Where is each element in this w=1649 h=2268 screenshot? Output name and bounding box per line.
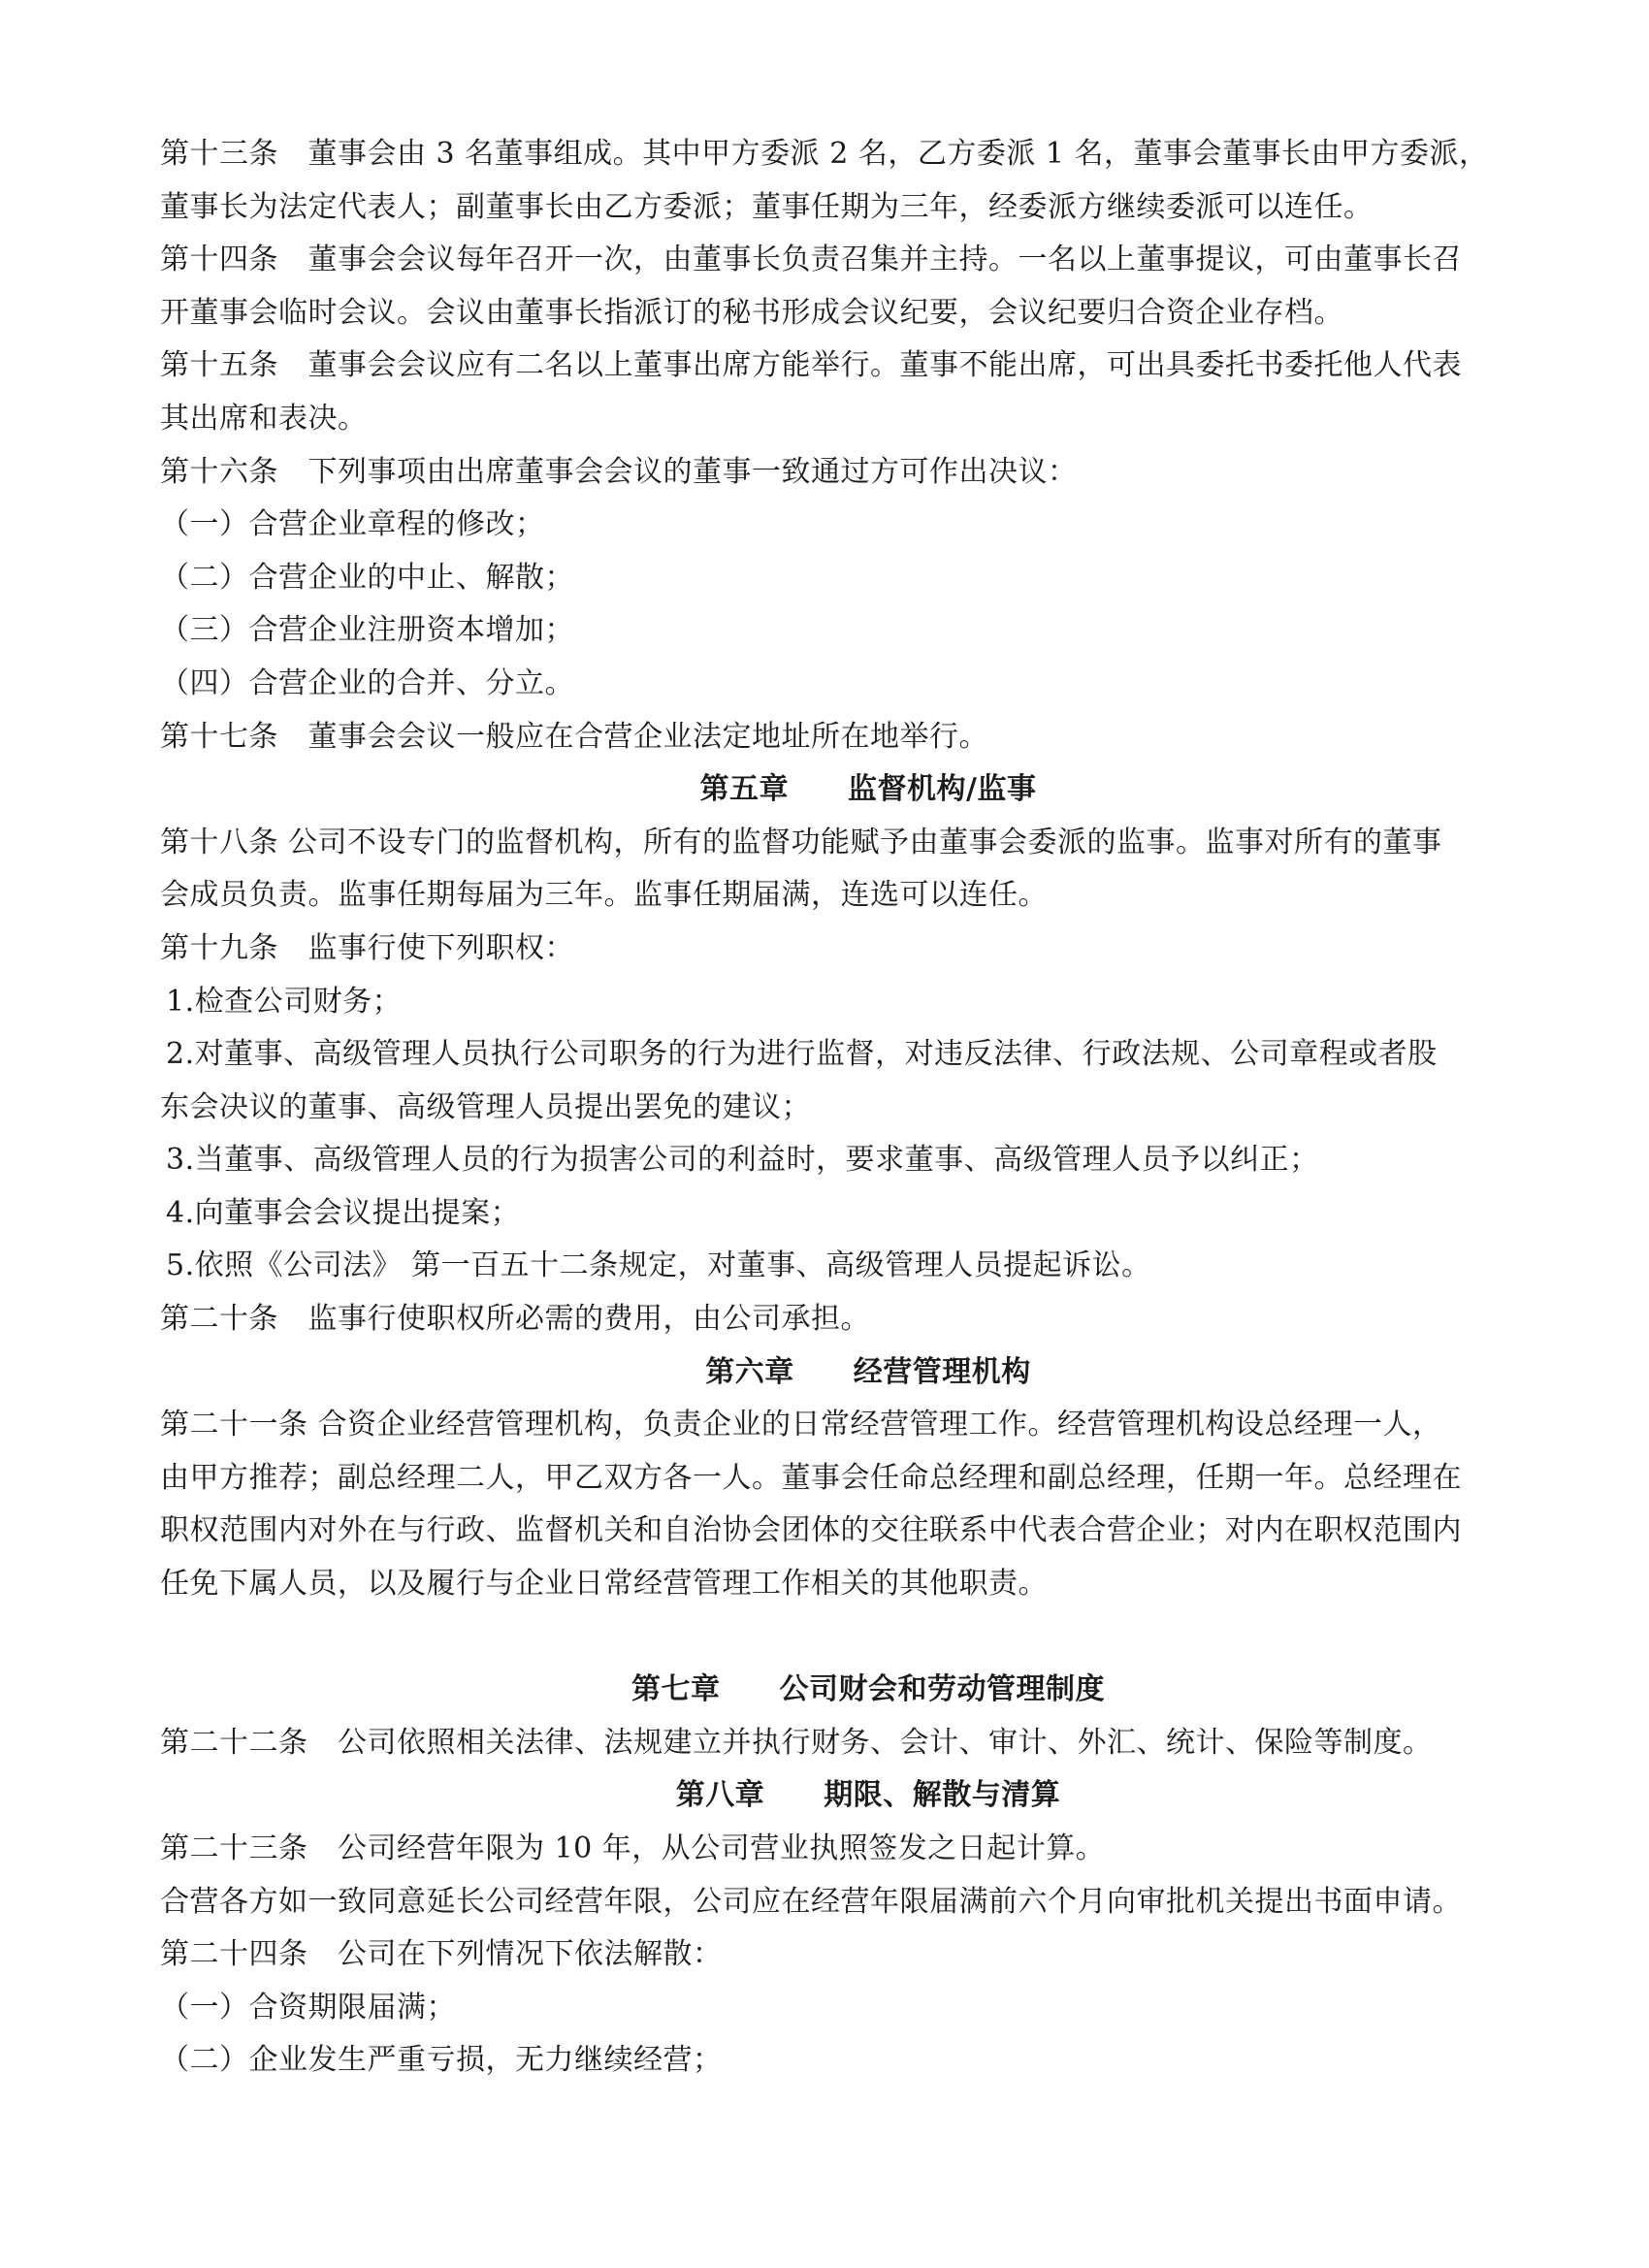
chapter-5-heading: 第五章 监督机构/监事 bbox=[699, 772, 1037, 807]
chapter-8-heading: 第八章 期限、解散与清算 bbox=[675, 1778, 1061, 1813]
article-22-line: 第二十二条 公司依照相关法律、法规建立并执行财务、会计、审计、外汇、统计、保险等制度。 bbox=[160, 1725, 1433, 1760]
article-13-line-2: 董事长为法定代表人；副董事长由乙方委派；董事任期为三年，经委派方继续委派可以连任。 bbox=[160, 189, 1374, 224]
article-19-item-5: 5.依照《公司法》 第一百五十二条规定，对董事、高级管理人员提起诉讼。 bbox=[166, 1248, 1151, 1283]
article-21-line-1: 第二十一条 合资企业经营管理机构，负责企业的日常经营管理工作。经营管理机构设总经理一人， bbox=[160, 1408, 1442, 1442]
article-19-line: 第十九条 监事行使下列职权： bbox=[160, 930, 574, 965]
chapter-6-heading: 第六章 经营管理机构 bbox=[705, 1354, 1031, 1389]
article-24-item-1: （一）合资期限届满； bbox=[160, 1990, 456, 2025]
article-18-line-2: 会成员负责。监事任期每届为三年。监事任期届满，连选可以连任。 bbox=[160, 878, 1048, 913]
article-15-line-1: 第十五条 董事会会议应有二名以上董事出席方能举行。董事不能出席，可出具委托书委托他人代表 bbox=[160, 348, 1462, 383]
article-18-line-1: 第十八条 公司不设专门的监督机构，所有的监督功能赋予由董事会委派的监事。监事对所有的董事 bbox=[160, 825, 1442, 859]
article-16-line: 第十六条 下列事项由出席董事会会议的董事一致通过方可作出决议： bbox=[160, 454, 1078, 489]
article-24-item-2: （二）企业发生严重亏损，无力继续经营； bbox=[160, 2043, 723, 2078]
article-16-item-1: （一）合营企业章程的修改； bbox=[160, 507, 545, 542]
article-14-line-1: 第十四条 董事会会议每年召开一次，由董事长负责召集并主持。一名以上董事提议，可由董事长召 bbox=[160, 243, 1462, 277]
article-19-item-3: 3.当董事、高级管理人员的行为损害公司的利益时，要求董事、高级管理人员予以纠正； bbox=[166, 1143, 1319, 1178]
article-19-item-2-line-2: 东会决议的董事、高级管理人员提出罢免的建议； bbox=[160, 1089, 811, 1124]
document-page bbox=[160, 128, 1537, 2088]
article-23-extension-line: 合营各方如一致同意延长公司经营年限，公司应在经营年限届满前六个月向审批机关提出书面申请。 bbox=[160, 1884, 1462, 1919]
article-17-line: 第十七条 董事会会议一般应在合营企业法定地址所在地举行。 bbox=[160, 719, 988, 754]
chapter-7-heading: 第七章 公司财会和劳动管理制度 bbox=[631, 1672, 1105, 1707]
article-16-item-4: （四）合营企业的合并、分立。 bbox=[160, 665, 574, 700]
article-19-item-2-line-1: 2.对董事、高级管理人员执行公司职务的行为进行监督，对违反法律、行政法规、公司章程或者股 bbox=[166, 1037, 1438, 1072]
article-19-item-4: 4.向董事会会议提出提案； bbox=[166, 1195, 521, 1230]
article-23-line: 第二十三条 公司经营年限为 10 年，从公司营业执照签发之日起计算。 bbox=[160, 1831, 1106, 1865]
article-16-item-3: （三）合营企业注册资本增加； bbox=[160, 613, 574, 648]
blank-line bbox=[160, 1611, 1537, 1665]
article-21-line-3: 职权范围内对外在与行政、监督机关和自治协会团体的交往联系中代表合营企业；对内在职权范围内 bbox=[160, 1513, 1462, 1548]
article-14-line-2: 开董事会临时会议。会议由董事长指派订的秘书形成会议纪要，会议纪要归合资企业存档。 bbox=[160, 295, 1343, 330]
article-21-line-2: 由甲方推荐；副总经理二人，甲乙双方各一人。董事会任命总经理和副总经理，任期一年。总经理在 bbox=[160, 1460, 1462, 1495]
article-24-line: 第二十四条 公司在下列情况下依法解散： bbox=[160, 1937, 723, 1972]
article-21-line-4: 任免下属人员，以及履行与企业日常经营管理工作相关的其他职责。 bbox=[160, 1567, 1048, 1602]
article-20-line: 第二十条 监事行使职权所必需的费用，由公司承担。 bbox=[160, 1302, 870, 1337]
article-16-item-2: （二）合营企业的中止、解散； bbox=[160, 560, 574, 595]
article-15-line-2: 其出席和表决。 bbox=[160, 401, 368, 436]
article-13-line-1: 第十三条 董事会由 3 名董事组成。其中甲方委派 2 名，乙方委派 1 名，董事会董事长由甲方委派， bbox=[160, 137, 1489, 171]
article-19-item-1: 1.检查公司财务； bbox=[166, 984, 403, 1019]
